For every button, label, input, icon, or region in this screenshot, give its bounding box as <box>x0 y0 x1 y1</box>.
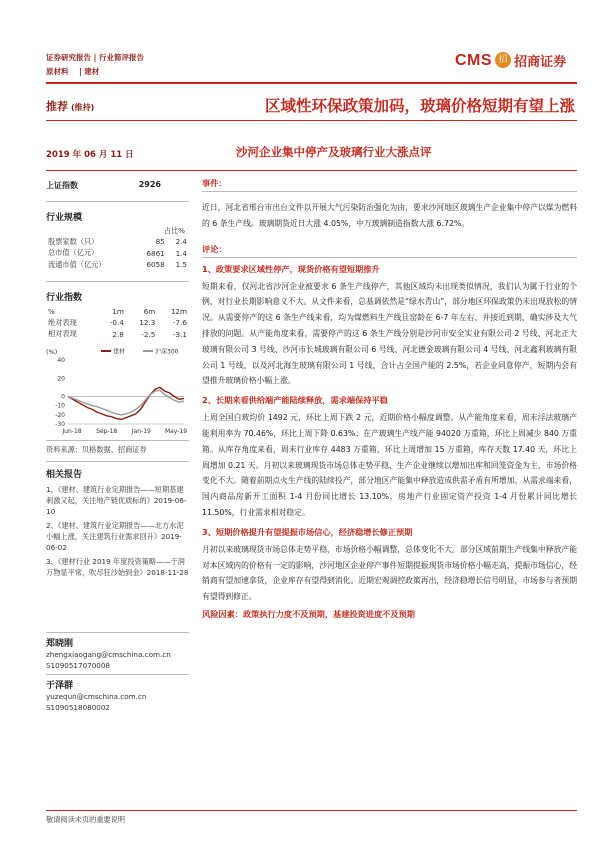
logo-cn: 招商证券 <box>514 55 567 70</box>
analyst-name: 于泽群 <box>46 681 74 691</box>
legend-label: 建材 <box>113 348 126 356</box>
events-title: 事件： <box>202 178 577 192</box>
report-subtitle: 沙河企业集中停产及玻璃行业大涨点评 <box>236 145 432 159</box>
logo-text: CMS <box>455 52 493 69</box>
y-tick-label: 20 <box>57 375 65 383</box>
cms-logo <box>455 50 575 72</box>
related-item: 1、《建材、建筑行业定期报告——短期基建刺激又起，关注地产链优质标的》2019-06-10 <box>46 485 187 516</box>
scale-label: 流通市值（亿元） <box>48 259 106 269</box>
perf-val: -3.1 <box>172 329 187 339</box>
table-row <box>46 317 189 329</box>
y-tick-label: -10 <box>55 402 65 410</box>
analyst <box>46 632 189 671</box>
risk-text: 政策执行力度不及预期，基建投资进度不及预期 <box>242 608 415 619</box>
table-row <box>46 259 189 271</box>
section-text: 上周全国白玻均价 1492 元，环比上周下跌 2 元，近期价格小幅度调整。从产能角度来看，周末浮法玻璃产能利用率为 70.46%，环比上周下降 0.63%；在产玻璃生产线产能 94020 万重箱，环比上周减少 840 万重箱。从库存角度来看，周末行业库存 4483 万重箱，环比上周增加 15 万重箱，库存天数 17.40 天，环比上周增加 0.21 天。月初以来玻璃现货市场总体走势平稳，生产企业继续以增加出库和回笼资金为主，市场价格变化不大。随着前期点火生产线的陆续投产，部分地区产能集中释放造成供需矛盾有所增加。从需求端来看，国内商品房新开工面积 1-4 月份同比增长 13.10%，房地产行业固定资产投资 1-4 月份累计同比增长 11.50%，行业需求相对稳定。 <box>202 413 577 517</box>
scale-label: 总市值（亿元） <box>48 248 99 258</box>
section-text: 月初以来玻璃现货市场总体走势平稳，市场价格小幅调整，总体变化不大。部分区域前期生产线集中释放产能对本区域内的价格有一定的影响，沙河地区企业停产事件短期提振现货市场价格小幅走高，提振市场信心，经销商有望加速拿货，企业库存有望得到消化。近期宏观调控政策再出，经济稳增长信号明显，市场参与者预期有望得到修正。 <box>202 544 577 602</box>
main-content <box>202 178 577 620</box>
perf-table <box>46 306 189 341</box>
related-section <box>46 461 189 578</box>
related-title: 相关报告 <box>46 470 83 480</box>
x-tick-label: Jan-19 <box>131 428 151 435</box>
table-row <box>46 329 189 341</box>
perf-label: 相对表现 <box>48 329 77 339</box>
y-tick-label: -20 <box>55 411 65 419</box>
analyst-email: yuzequn@cmschina.com.cn <box>46 692 147 701</box>
legend-label: 沪深300 <box>155 348 179 356</box>
series-line <box>68 390 184 415</box>
scale-label: 股票家数（只） <box>48 236 99 246</box>
table-row <box>46 248 189 260</box>
perf-val: -7.6 <box>172 318 187 328</box>
perf-col: 1m <box>112 306 124 316</box>
scale-v1: 6861 <box>146 248 165 258</box>
section-text: 短期来看，仅河北省沙河企业被要求 6 条生产线停产，其他区域均未出现类似情况，我们认为属于行业的个例，对行业长期影响意义不大。从文件来看，总基调依然是“绿水青山”，部分地区环保政策仍未出现放松的情况。从需要停产的这 6 条生产线来看，均为煤燃料生产线且窑龄在 6-7 年左右，并接近到期，确实涉及大气排放的问题。从产能角度来看，需要停产的这 6 条生产线分别是沙河市安全实业有限公司 2 号线、河北正大玻璃有限公司 3 号线、沙河市长城玻璃有限公司 6 号线、河北德金玻璃有限公司 4 号线、河北鑫利玻璃有限公司 1 号线，以及河北海生玻璃有限公司 1 号线，合计占全国产能的 2.5%，若企业同意停产，短期内会有望推升玻璃价格小幅上涨。 <box>202 281 577 386</box>
scale-v2: 1.4 <box>175 248 187 258</box>
sector-line: 原材料 | 建材 <box>46 67 100 76</box>
chart-source: 资料来源：贝格数据、招商证券 <box>46 440 189 455</box>
analyst-cert: S1090518080002 <box>46 703 111 712</box>
scale-table <box>46 236 189 271</box>
perf-val: -2.5 <box>141 329 156 339</box>
perf-col: 6m <box>143 306 156 316</box>
analyst-block <box>46 632 189 713</box>
logo-badge-icon: 招 <box>495 52 511 68</box>
chart-unit-label: (%) <box>46 348 58 356</box>
section-heading: 1、政策要求区域性停产，现货价格有望短期推升 <box>202 263 380 274</box>
analyst <box>46 674 189 713</box>
footer-note: 敬请阅读末页的重要说明 <box>46 815 126 824</box>
table-row <box>46 306 189 318</box>
scale-v2: 1.5 <box>175 260 187 270</box>
rating-label: 推荐 <box>46 100 68 113</box>
perf-col: % <box>48 306 55 316</box>
x-tick-label: Sep-18 <box>96 428 118 435</box>
perf-col: 12m <box>170 306 187 316</box>
performance-chart <box>46 346 189 436</box>
perf-val: 2.8 <box>112 329 124 339</box>
rating <box>46 98 94 114</box>
analyst-name: 郑晓刚 <box>46 639 74 649</box>
analyst-email: zhengxiaogang@cmschina.com.cn <box>46 650 171 659</box>
scale-section <box>46 201 189 271</box>
scale-title: 行业规模 <box>46 213 83 223</box>
perf-val: 12.3 <box>139 318 156 328</box>
y-tick-label: 0 <box>61 393 65 401</box>
scale-v1: 85 <box>155 237 165 247</box>
table-row <box>46 236 189 248</box>
rating-sub: (维持) <box>71 103 95 112</box>
comment-title: 评论： <box>202 244 577 258</box>
report-title: 区域性环保政策加码，玻璃价格短期有望上涨 <box>264 97 575 115</box>
y-tick-label: -30 <box>55 421 65 428</box>
scale-v1: 6058 <box>146 260 165 270</box>
y-tick-label: 40 <box>57 357 65 364</box>
subtitle-rule <box>46 170 577 171</box>
events-text: 近日，河北省邢台市出台文件以开展大气污染防治强化为由，要求沙河地区玻璃生产企业集中停产以煤为燃料的 6 条生产线。玻璃期货近日大涨 4.05%，中万玻璃制造指数大涨 6.72%。 <box>202 203 577 228</box>
perf-section <box>46 281 189 341</box>
scale-v2: 2.4 <box>175 237 187 247</box>
section-heading: 2、长期来看供给端产能陆续释放，需求端保持平稳 <box>202 395 388 406</box>
index-label: 上证指数 <box>46 181 78 190</box>
index-row <box>46 180 189 191</box>
x-tick-label: Jun-18 <box>62 428 82 435</box>
analyst-cert: S1090517070008 <box>46 661 111 670</box>
report-date: 2019 年 06 月 11 日 <box>46 150 134 160</box>
related-item: 3、《建材行业 2019 年度投资策略——于润万物显平常，吹尽狂沙始到金》2018-11-28 <box>46 557 189 577</box>
perf-title: 行业指数 <box>46 292 83 303</box>
title-rule <box>46 120 577 121</box>
section-heading: 3、短期价格提升有望提振市场信心，经济稳增长修正预期 <box>202 526 413 537</box>
risk-line <box>202 609 577 620</box>
sidebar <box>46 180 189 713</box>
perf-val: -0.4 <box>109 318 124 328</box>
scale-col-header: 占比% <box>163 226 185 235</box>
x-tick-label: May-19 <box>164 428 188 435</box>
footer-rule <box>46 810 577 811</box>
index-value: 2926 <box>138 180 161 189</box>
related-item: 2、《建材、建筑行业定期报告——北方水泥小幅上涨，关注建筑行业需求回升》2019-06-02 <box>46 521 184 552</box>
risk-label: 风险因素： <box>202 608 243 619</box>
perf-label: 绝对表现 <box>48 317 77 327</box>
report-type: 证券研究报告 | 行业简评报告 <box>46 53 144 62</box>
header-rule <box>46 82 577 84</box>
